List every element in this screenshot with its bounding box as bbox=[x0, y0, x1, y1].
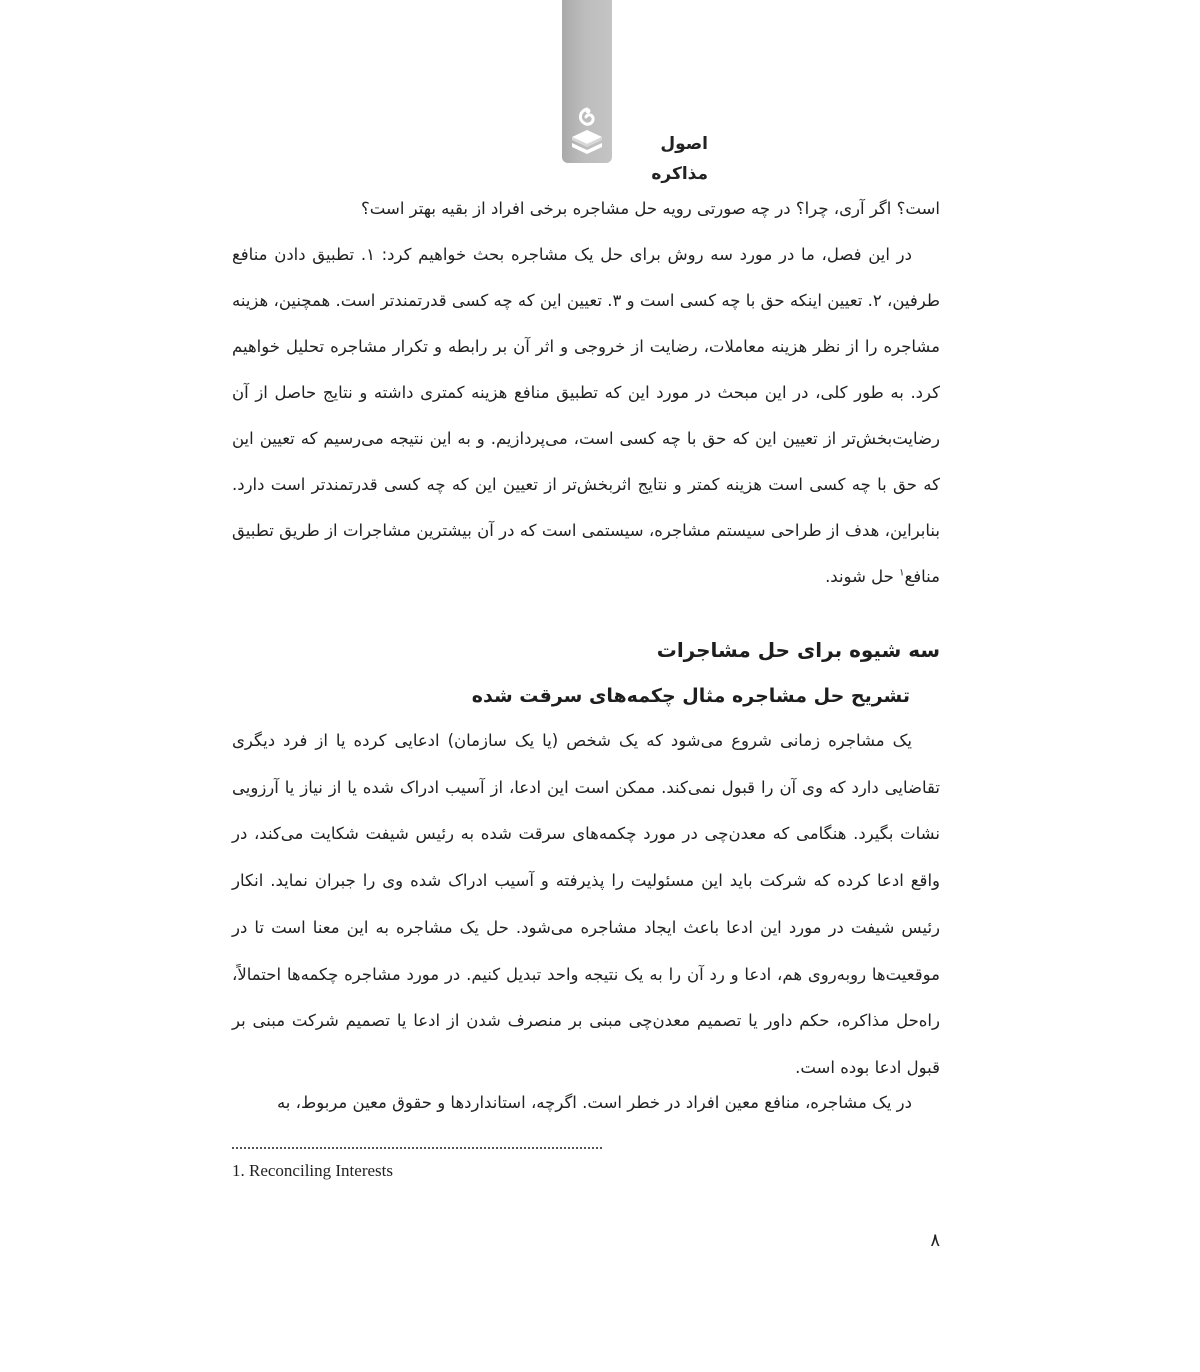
main-text-after-note: حل شوند. bbox=[825, 567, 900, 586]
intro-paragraph bbox=[232, 186, 940, 232]
footnote-divider bbox=[232, 1147, 602, 1149]
footnote-text: 1. Reconciling Interests bbox=[232, 1161, 393, 1180]
running-title: اصول مذاکره bbox=[651, 134, 708, 184]
last-paragraph bbox=[232, 1080, 940, 1126]
subsection-heading: تشریح حل مشاجره مثال چکمه‌های سرقت شده bbox=[471, 685, 910, 707]
body-paragraph bbox=[232, 718, 940, 1092]
footnote-marker: ۱ bbox=[899, 567, 905, 579]
last-text: در یک مشاجره، منافع معین افراد در خطر است. اگرچه، استانداردها و حقوق معین مربوط، به bbox=[276, 1093, 912, 1112]
main-text-before-note: در این فصل، ما در مورد سه روش برای حل یک مشاجره بحث خواهیم کرد: ۱. تطبیق دادن منافع طرفین، ۲. تعیین اینکه حق با چه کسی است و ۳. تعیین این که چه کسی قدرتمندتر است. همچنین، هزینه مشاجره را از نظر هزینه معاملات، رضایت از خروجی و اثر آن بر رابطه و تکرار مشاجره تحلیل خواهیم کرد. به طور کلی، در این مبحث در مورد این که تطبیق منافع هزینه کمتری داشته و نتایج حاصل از آن رضایت‌بخش‌تر از تعیین این که حق با چه کسی است، می‌پردازیم. و به این نتیجه می‌رسیم که تعیین این که حق با چه کسی است هزینه کمتر و نتایج اثربخش‌تر از تعیین این که چه کسی قدرتمندتر است دارد. بنابراین، هدف از طراحی سیستم مشاجره، سیستمی است که در آن بیشترین مشاجرات از طریق تطبیق منافع bbox=[232, 245, 940, 586]
main-text bbox=[232, 232, 940, 600]
book-stack-logo-icon bbox=[566, 103, 608, 159]
page-number: ۸ bbox=[930, 1230, 940, 1251]
section-heading: سه شیوه برای حل مشاجرات bbox=[656, 638, 940, 662]
intro-text: است؟ اگر آری، چرا؟ در چه صورتی رویه حل مشاجره برخی افراد از بقیه بهتر است؟ bbox=[361, 199, 940, 218]
body-text: یک مشاجره زمانی شروع می‌شود که یک شخص (یا یک سازمان) ادعایی کرده یا از فرد دیگری تقاضایی دارد که وی آن را قبول نمی‌کند. ممکن است این ادعا، از آسیب ادراک شده یا از نیاز یا آرزویی نشات بگیرد. هنگامی که معدن‌چی در مورد چکمه‌های سرقت شده به رئیس شیفت شکایت می‌کند، در واقع ادعا کرده که شرکت باید این مسئولیت را پذیرفته و آسیب ادراک شده وی را جبران نماید. انکار رئیس شیفت در مورد این ادعا باعث ایجاد مشاجره می‌شود. حل یک مشاجره به این معنا است تا در موقعیت‌ها روبه‌روی هم، ادعا و رد آن را به یک نتیجه واحد تبدیل کنیم. در مورد مشاجره چکمه‌ها احتمالاً، راه‌حل مذاکره، حکم داور یا تصمیم معدن‌چی مبنی بر منصرف شدن از ادعا یا تصمیم شرکت مبنی بر قبول ادعا بوده است. bbox=[232, 731, 940, 1077]
main-paragraph bbox=[232, 232, 940, 600]
